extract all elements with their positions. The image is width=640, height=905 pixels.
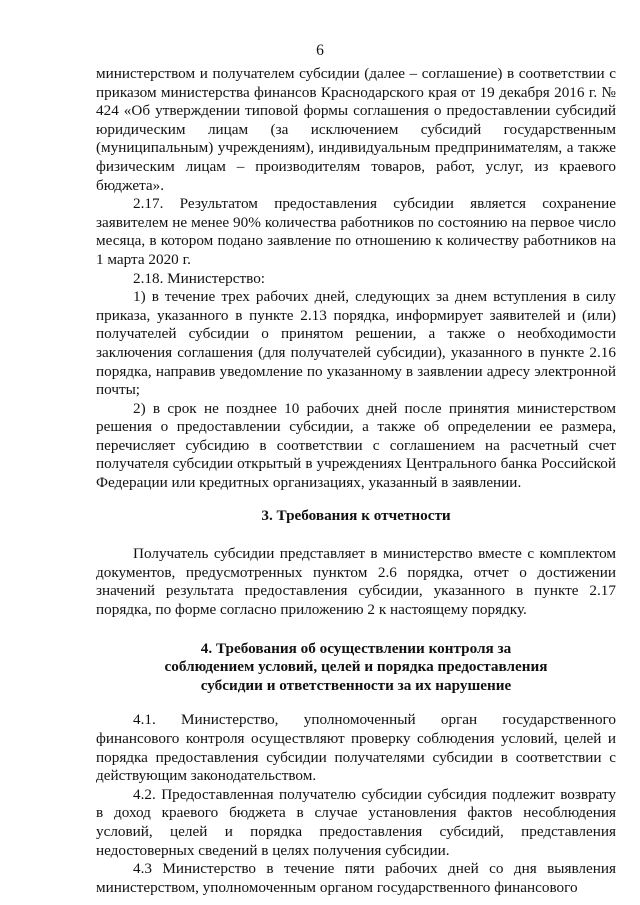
document-body	[96, 65, 616, 897]
section-3-heading: 3. Требования к отчетности	[261, 506, 451, 524]
paragraph-4-3: 4.3 Министерство в течение пяти рабочих дней со дня выявления министерством, уполномоченным органом государственного финансового	[96, 860, 616, 896]
paragraph-agreement-continuation: министерством и получателем субсидии (далее – соглашение) в соответствии с приказом министерства финансов Краснодарского края от 19 декабря 2016 г. № 424 «Об утверждении типовой формы соглашения о предоставлении субсидий юридическим лицам (за исключением субсидий государственным (муниципальным) учреждениям), индивидуальным предпринимателям, а также физическим лицам – производителям товаров, работ, услуг, из краевого бюджета».	[96, 65, 616, 194]
paragraph-2-18: 2.18. Министерство:	[133, 269, 266, 287]
section-4-heading	[96, 640, 616, 696]
page-number: 6	[316, 42, 324, 59]
paragraph-2-17: 2.17. Результатом предоставления субсидии является сохранение заявителем не менее 90% количества работников по состоянию на первое число месяца, в котором подано заявление по отношению к количеству работников на 1 марта 2020 г.	[96, 195, 616, 268]
paragraph-2-18-item-2: 2) в срок не позднее 10 рабочих дней после принятия министерством решения о предоставлении субсидии, а также об определении ее размера, перечисляет субсидию в соответствии с соглашением на расчетный счет получателя субсидии открытый в учреждениях Центрального банка Российской Федерации или кредитных организациях, указанный в заявлении.	[96, 399, 616, 492]
section-3-text: Получатель субсидии представляет в министерство вместе с комплектом документов, предусмотренных пунктом 2.6 порядка, отчет о достижении значений результата предоставления субсидии, указанного в пункте 2.17 порядка, по форме согласно приложению 2 к настоящему порядку.	[96, 545, 616, 619]
paragraph-4-1: 4.1. Министерство, уполномоченный орган государственного финансового контроля осуществляют проверку соблюдения условий, целей и порядка предоставления субсидии получателями субсидии в соответствии с действующим законодательством.	[96, 711, 616, 785]
paragraph-2-18-item-1: 1) в течение трех рабочих дней, следующих за днем вступления в силу приказа, указанного в пункте 2.13 порядка, информирует заявителей и (или) получателей субсидии о принятом решении, а также о необходимости заключения соглашения (для получателей субсидии), указанного в пункте 2.16 порядка, направив уведомление по указанному в заявлении адресу электронной почты;	[96, 288, 616, 399]
section-4-heading-line-2: соблюдением условий, целей и порядка предоставления	[164, 658, 548, 676]
section-4-heading-line-1: 4. Требования об осуществлении контроля за	[200, 639, 512, 657]
paragraph-4-2: 4.2. Предоставленная получателю субсидии субсидия подлежит возврату в доход краевого бюджета в случае установления фактов несоблюдения условий, целей и порядка предоставления субсидий, представления недостоверных сведений в целях получения субсидии.	[96, 785, 616, 859]
section-4-heading-line-3: субсидии и ответственности за их нарушение	[200, 676, 512, 694]
